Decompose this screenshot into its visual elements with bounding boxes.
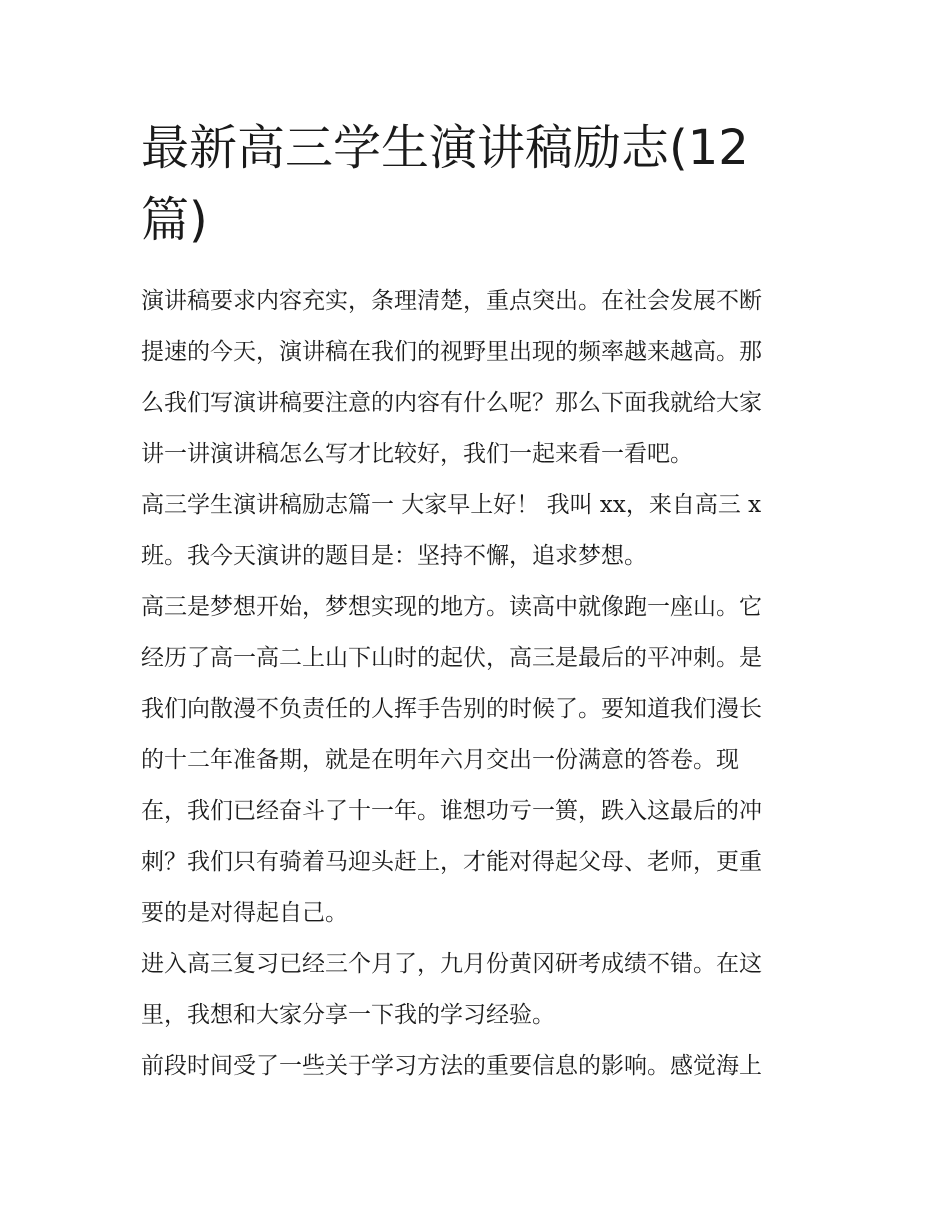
text-line: 前段时间受了一些关于学习方法的重要信息的影响。感觉海上	[141, 1053, 762, 1079]
text-line: 讲一讲演讲稿怎么写才比较好，我们一起来看一看吧。	[141, 441, 693, 467]
text-line: 提速的今天，演讲稿在我们的视野里出现的频率越来越高。那	[141, 339, 762, 365]
text-line: 高三学生演讲稿励志篇一 大家早上好！ 我叫 xx，来自高三 x	[141, 492, 762, 518]
paragraph-senior-year	[141, 582, 813, 939]
text-line: 么我们写演讲稿要注意的内容有什么呢？那么下面我就给大家	[141, 390, 762, 416]
text-line: 高三是梦想开始，梦想实现的地方。读高中就像跑一座山。它	[141, 594, 762, 620]
text-line: 我们向散漫不负责任的人挥手告别的时候了。要知道我们漫长	[141, 696, 762, 722]
text-line: 里，我想和大家分享一下我的学习经验。	[141, 1002, 555, 1028]
document-title	[141, 112, 813, 256]
text-line: 进入高三复习已经三个月了，九月份黄冈研考成绩不错。在这	[141, 951, 762, 977]
text-line: 刺？我们只有骑着马迎头赶上，才能对得起父母、老师，更重	[141, 849, 762, 875]
text-line: 在，我们已经奋斗了十一年。谁想功亏一篑，跌入这最后的冲	[141, 798, 762, 824]
paragraph-intro	[141, 276, 813, 480]
title-line: 篇)	[141, 192, 208, 248]
paragraph-study-methods	[141, 1041, 813, 1092]
text-line: 的十二年准备期，就是在明年六月交出一份满意的答卷。现	[141, 747, 739, 773]
paragraph-review	[141, 939, 813, 1041]
text-line: 演讲稿要求内容充实，条理清楚，重点突出。在社会发展不断	[141, 288, 762, 314]
title-line: 最新高三学生演讲稿励志(12	[141, 120, 749, 176]
paragraph-speech-one-opening	[141, 480, 813, 582]
text-line: 班。我今天演讲的题目是：坚持不懈，追求梦想。	[141, 543, 647, 569]
text-line: 经历了高一高二上山下山时的起伏，高三是最后的平冲刺。是	[141, 645, 762, 671]
text-line: 要的是对得起自己。	[141, 900, 348, 926]
document-page	[141, 112, 813, 1092]
